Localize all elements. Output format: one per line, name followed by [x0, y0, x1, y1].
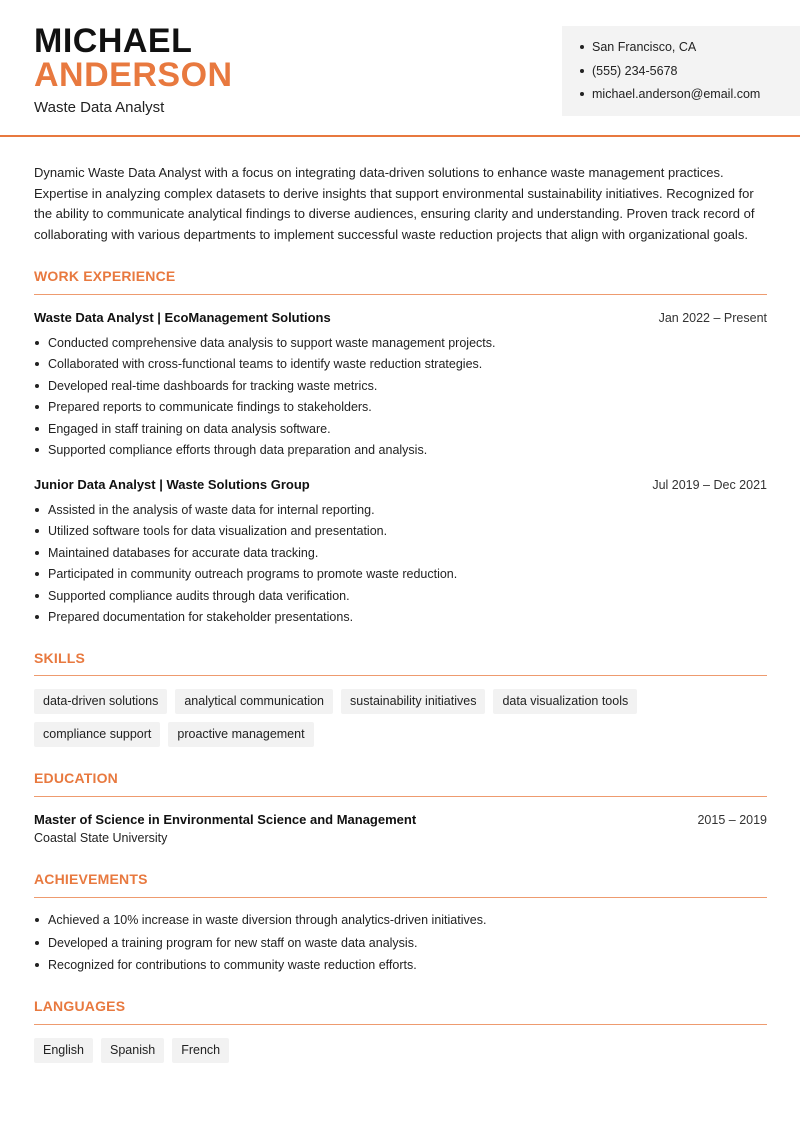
achievements-list [34, 911, 767, 979]
first-name: MICHAEL [34, 22, 193, 60]
section-title-work: WORK EXPERIENCE [34, 268, 176, 284]
bullet-icon [35, 918, 39, 922]
bullet-icon [580, 69, 584, 73]
summary-paragraph: Dynamic Waste Data Analyst with a focus on integrating data-driven solutions to enhance waste management practices. Expertise in analyzing complex datasets to derive insights that support environmental sustainability initiatives. Recognized for the ability to communicate analytical findings to diverse audiences, ensuring clarity and understanding. Proven track record of collaborating with various departments to implement successful waste reduction projects that align with organizational goals. [34, 165, 755, 243]
skill-chip: proactive management [168, 722, 313, 747]
languages-list [34, 1038, 767, 1063]
list-item: Recognized for contributions to community waste reduction efforts. [34, 956, 767, 979]
job-title: Waste Data Analyst [34, 99, 165, 116]
list-item: Developed a training program for new staff on waste data analysis. [34, 934, 767, 957]
language-chip: French [172, 1038, 229, 1063]
list-item: Maintained databases for accurate data tracking. [34, 544, 767, 565]
job-header [34, 477, 767, 492]
list-item: Supported compliance audits through data verification. [34, 587, 767, 608]
contact-phone: (555) 234-5678 [580, 62, 782, 86]
list-item: Participated in community outreach programs to promote waste reduction. [34, 565, 767, 586]
bullet-icon [35, 405, 39, 409]
bullet-icon [35, 963, 39, 967]
section-divider [34, 675, 767, 676]
list-item: Utilized software tools for data visualization and presentation. [34, 522, 767, 543]
bullet-icon [580, 92, 584, 96]
list-item: Developed real-time dashboards for tracking waste metrics. [34, 377, 767, 398]
bullet-icon [35, 341, 39, 345]
degree: Master of Science in Environmental Science and Management [34, 812, 417, 827]
bullet-icon [35, 427, 39, 431]
bullet-icon [580, 45, 584, 49]
bullet-icon [35, 529, 39, 533]
bullet-icon [35, 941, 39, 945]
bullet-icon [35, 572, 39, 576]
list-item: Prepared documentation for stakeholder presentations. [34, 608, 767, 629]
bullet-icon [35, 551, 39, 555]
list-item: Conducted comprehensive data analysis to support waste management projects. [34, 334, 767, 355]
contact-box [562, 26, 800, 116]
school-name: Coastal State University [34, 831, 168, 845]
language-chip: English [34, 1038, 93, 1063]
list-item: Supported compliance efforts through data preparation and analysis. [34, 441, 767, 462]
job-role: Waste Data Analyst | EcoManagement Solutions [34, 310, 331, 325]
job-header [34, 310, 767, 325]
section-divider [34, 1024, 767, 1025]
bullet-icon [35, 594, 39, 598]
skill-chip: sustainability initiatives [341, 689, 485, 714]
job-bullets [34, 501, 767, 629]
language-chip: Spanish [101, 1038, 164, 1063]
section-title-achievements: ACHIEVEMENTS [34, 871, 148, 887]
skill-chip: data-driven solutions [34, 689, 167, 714]
bullet-icon [35, 448, 39, 452]
skill-chip: compliance support [34, 722, 160, 747]
list-item: Assisted in the analysis of waste data for internal reporting. [34, 501, 767, 522]
job-dates: Jan 2022 – Present [658, 311, 767, 325]
education-header [34, 812, 767, 827]
list-item: Achieved a 10% increase in waste diversion through analytics-driven initiatives. [34, 911, 767, 934]
list-item: Engaged in staff training on data analysis software. [34, 420, 767, 441]
skill-chip: analytical communication [175, 689, 333, 714]
section-title-education: EDUCATION [34, 770, 118, 786]
section-title-languages: LANGUAGES [34, 998, 126, 1014]
bullet-icon [35, 362, 39, 366]
skill-chip: data visualization tools [493, 689, 637, 714]
job-dates: Jul 2019 – Dec 2021 [652, 478, 767, 492]
bullet-icon [35, 384, 39, 388]
education-years: 2015 – 2019 [697, 813, 767, 827]
section-divider [34, 294, 767, 295]
list-item: Collaborated with cross-functional teams to identify waste reduction strategies. [34, 355, 767, 376]
contact-email[interactable]: michael.anderson@email.com [580, 85, 782, 109]
job-bullets [34, 334, 767, 462]
job-role: Junior Data Analyst | Waste Solutions Group [34, 477, 310, 492]
bullet-icon [35, 508, 39, 512]
section-divider [34, 897, 767, 898]
skills-list [34, 689, 767, 747]
contact-location: San Francisco, CA [580, 38, 782, 62]
resume-header [0, 0, 800, 137]
section-title-skills: SKILLS [34, 650, 85, 666]
bullet-icon [35, 615, 39, 619]
section-divider [34, 796, 767, 797]
last-name: ANDERSON [34, 56, 233, 94]
list-item: Prepared reports to communicate findings to stakeholders. [34, 398, 767, 419]
